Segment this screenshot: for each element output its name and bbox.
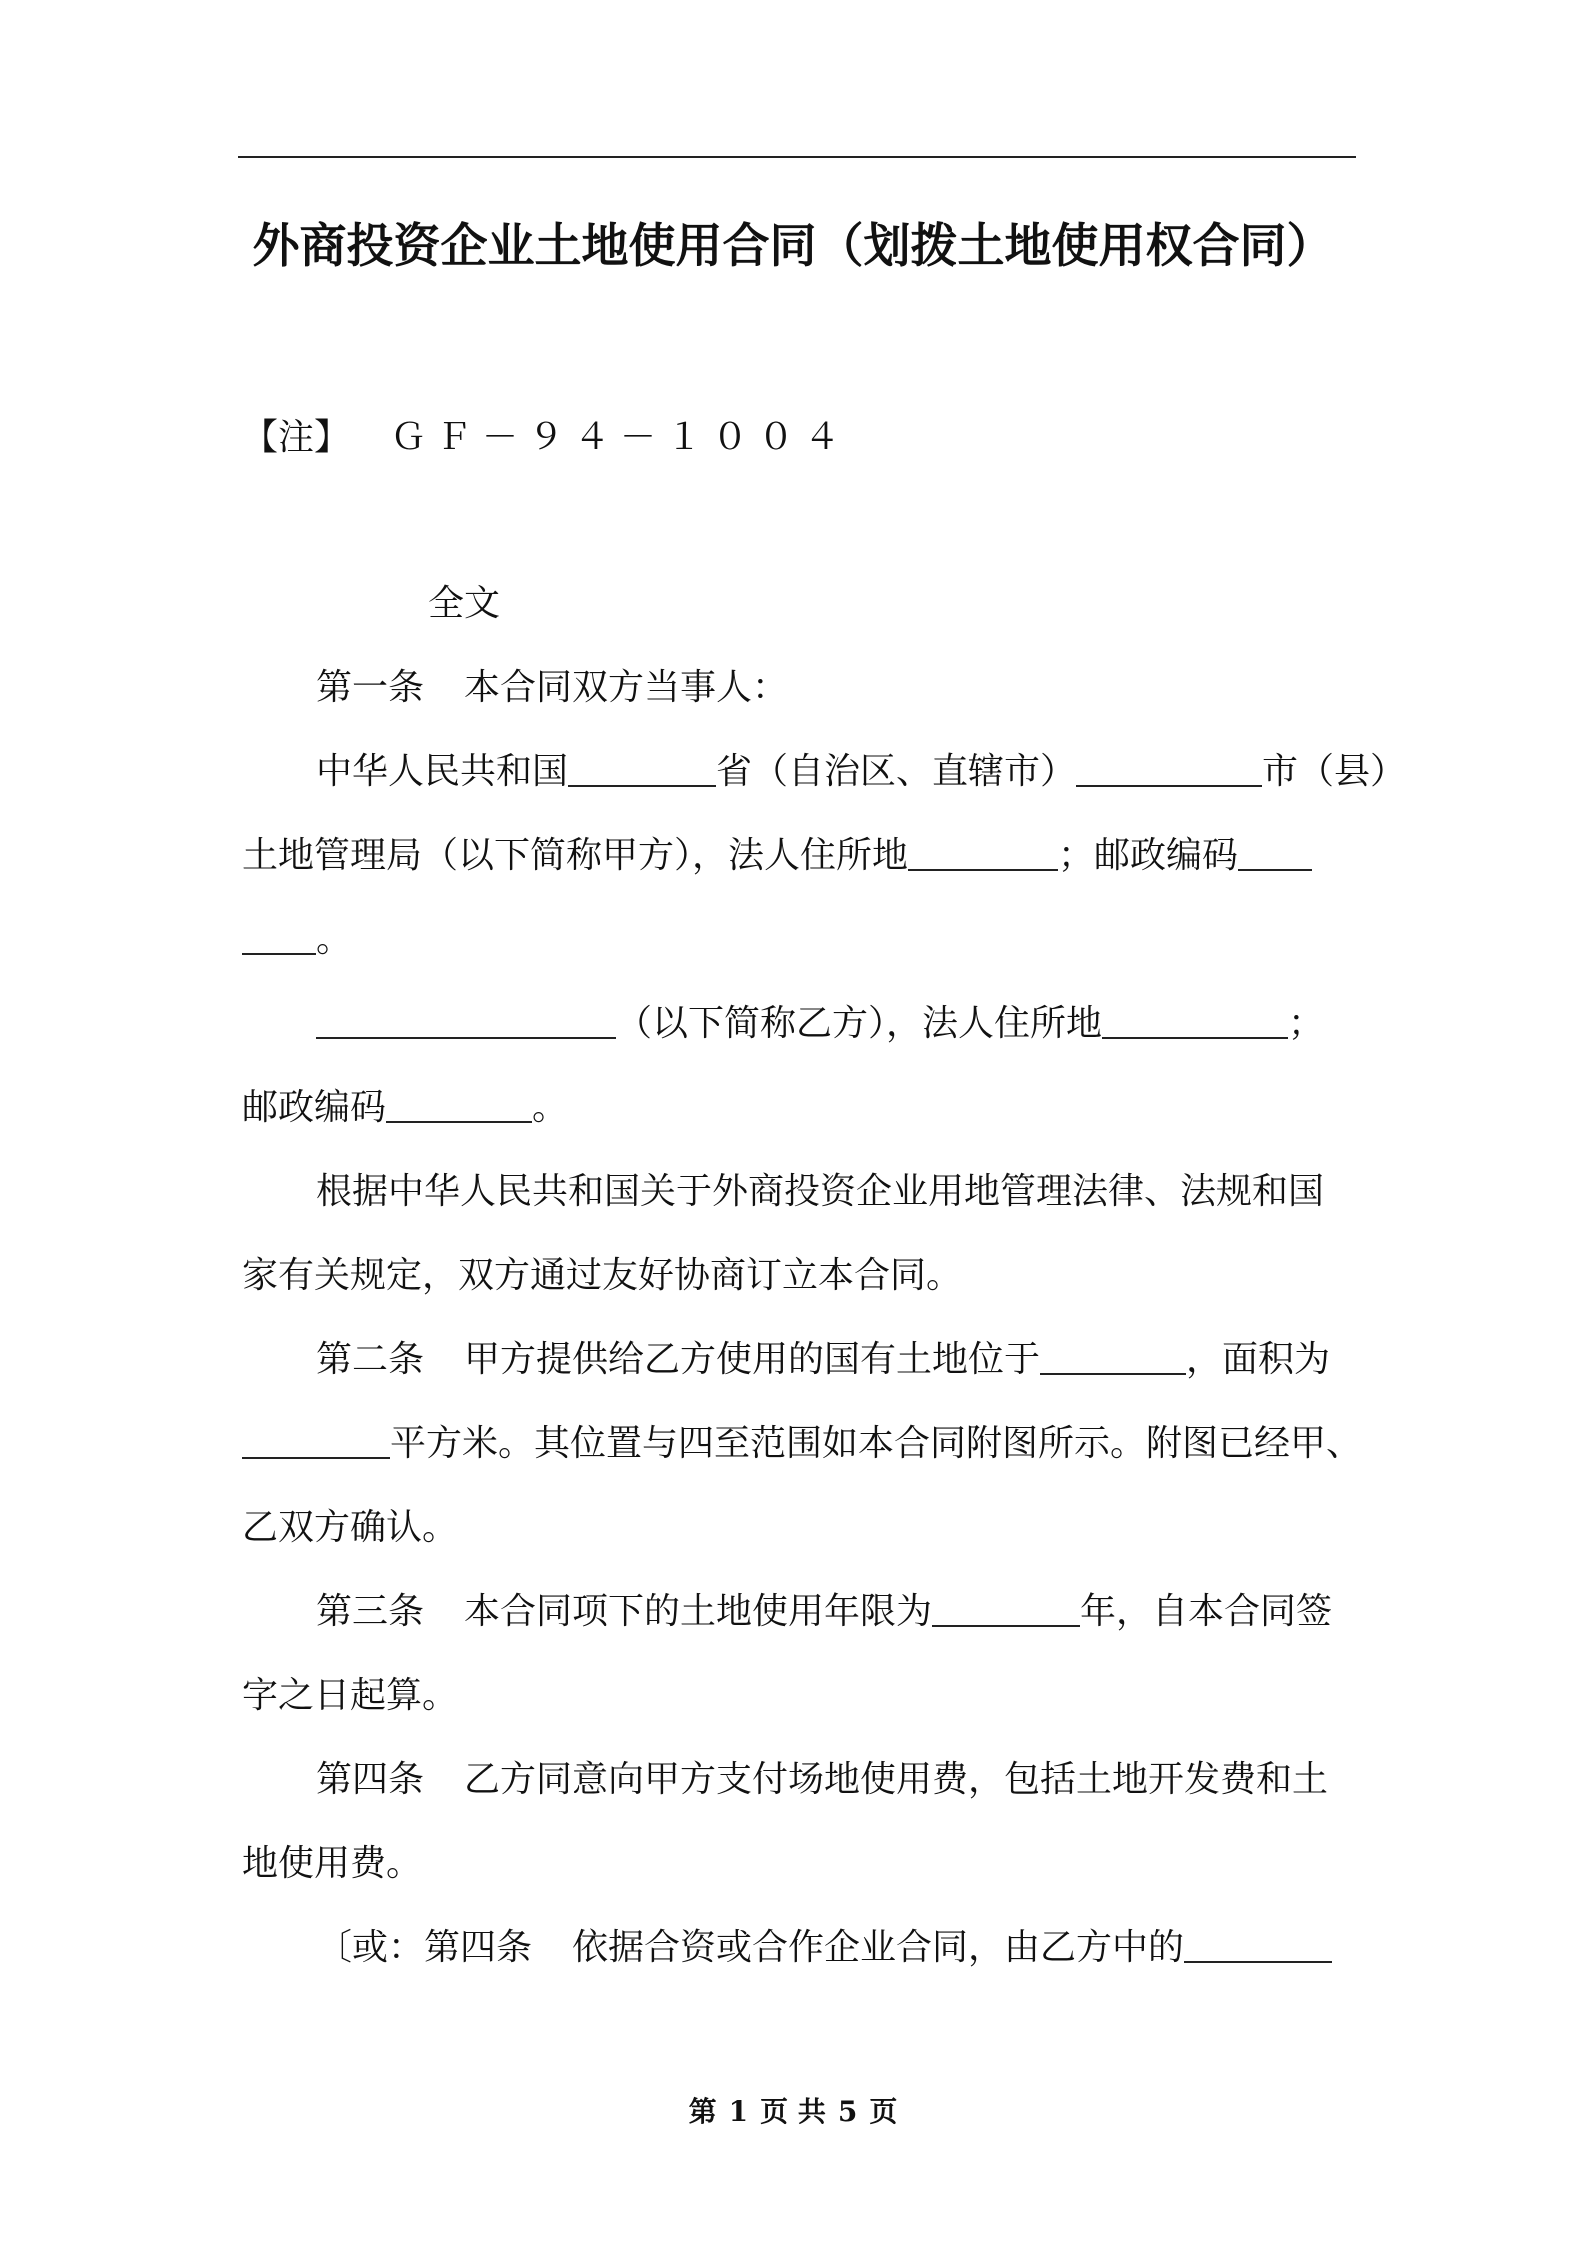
page-suffix: 页 [869, 2095, 898, 2128]
party-a-line-3 [242, 910, 1356, 970]
party-a-text: 省（自治区、直辖市） [716, 751, 1077, 792]
party-b-text: 。 [532, 1087, 569, 1128]
party-a-text: 市（县） [1262, 751, 1407, 792]
article-1-text: 本合同双方当事人： [464, 667, 789, 708]
party-a-text: 土地管理局（以下简称甲方），法人住所地 [242, 835, 909, 876]
blank-party-name [1184, 1923, 1332, 1963]
party-b-line-2 [242, 1078, 1356, 1138]
page-prefix: 第 [688, 2095, 717, 2128]
note-line [242, 408, 850, 468]
party-b-text: ； [1288, 1003, 1325, 1044]
article-3-line-2: 字之日起算。 [242, 1675, 459, 1716]
article-1 [316, 658, 1356, 718]
article-3-line-1 [316, 1582, 1356, 1642]
blank-party-b-address [1102, 999, 1288, 1039]
basis-line-2: 家有关规定，双方通过友好协商订立本合同。 [242, 1255, 963, 1296]
basis-line-1: 根据中华人民共和国关于外商投资企业用地管理法律、法规和国 [316, 1171, 1325, 1212]
party-a-line-1 [316, 742, 1407, 802]
article-4-alt-line [316, 1918, 1356, 1978]
page-current: 1 [728, 2095, 749, 2128]
blank-province [568, 747, 716, 787]
blank-party-a-postcode-cont [242, 915, 316, 955]
party-b-line-1 [316, 994, 1356, 1054]
note-code: ＧＦ－９４－１００４ [390, 417, 851, 458]
party-a-line-2 [242, 826, 1356, 886]
document-title: 外商投资企业土地使用合同（划拨土地使用权合同） [252, 219, 1334, 274]
page-middle: 页 共 [760, 2095, 826, 2128]
article-4-line-2: 地使用费。 [242, 1843, 423, 1884]
article-4-alt-text: 依据合资或合作企业合同，由乙方中的 [572, 1927, 1185, 1968]
blank-city [1076, 747, 1262, 787]
article-3-text: 年，自本合同签 [1080, 1591, 1333, 1632]
party-a-text: 。 [316, 919, 353, 960]
header-rule [238, 156, 1356, 158]
article-4-title: 第四条 [316, 1759, 425, 1800]
party-b-text: （以下简称乙方），法人住所地 [616, 1003, 1103, 1044]
article-2-line-3: 乙双方确认。 [242, 1507, 459, 1548]
article-4-alt-prefix: 〔或：第四条 [316, 1927, 533, 1968]
article-4-text: 乙方同意向甲方支付场地使用费，包括土地开发费和土 [464, 1759, 1329, 1800]
blank-party-b-name [316, 999, 616, 1039]
party-a-text: ；邮政编码 [1058, 835, 1239, 876]
article-1-title: 第一条 [316, 667, 425, 708]
article-2-text: 平方米。其位置与四至范围如本合同附图所示。附图已经甲、 [390, 1423, 1363, 1464]
blank-party-a-postcode [1238, 831, 1312, 871]
article-2-title: 第二条 [316, 1339, 425, 1380]
article-2-text: 甲方提供给乙方使用的国有土地位于 [464, 1339, 1041, 1380]
page-total: 5 [837, 2095, 858, 2128]
article-2-text: ，面积为 [1186, 1339, 1331, 1380]
article-4-line-1 [316, 1750, 1356, 1810]
article-2-line-1 [316, 1330, 1356, 1390]
blank-party-b-postcode [386, 1083, 532, 1123]
article-2-line-2 [242, 1414, 1363, 1474]
article-3-text: 本合同项下的土地使用年限为 [464, 1591, 933, 1632]
blank-party-a-address [908, 831, 1058, 871]
page-footer [0, 2092, 1586, 2132]
blank-land-area [242, 1419, 390, 1459]
article-3-title: 第三条 [316, 1591, 425, 1632]
party-b-text: 邮政编码 [242, 1087, 387, 1128]
note-label: 【注】 [242, 417, 351, 458]
fulltext-label: 全文 [428, 583, 501, 624]
party-a-text: 中华人民共和国 [316, 751, 569, 792]
blank-term-years [932, 1587, 1080, 1627]
blank-land-location [1040, 1335, 1186, 1375]
